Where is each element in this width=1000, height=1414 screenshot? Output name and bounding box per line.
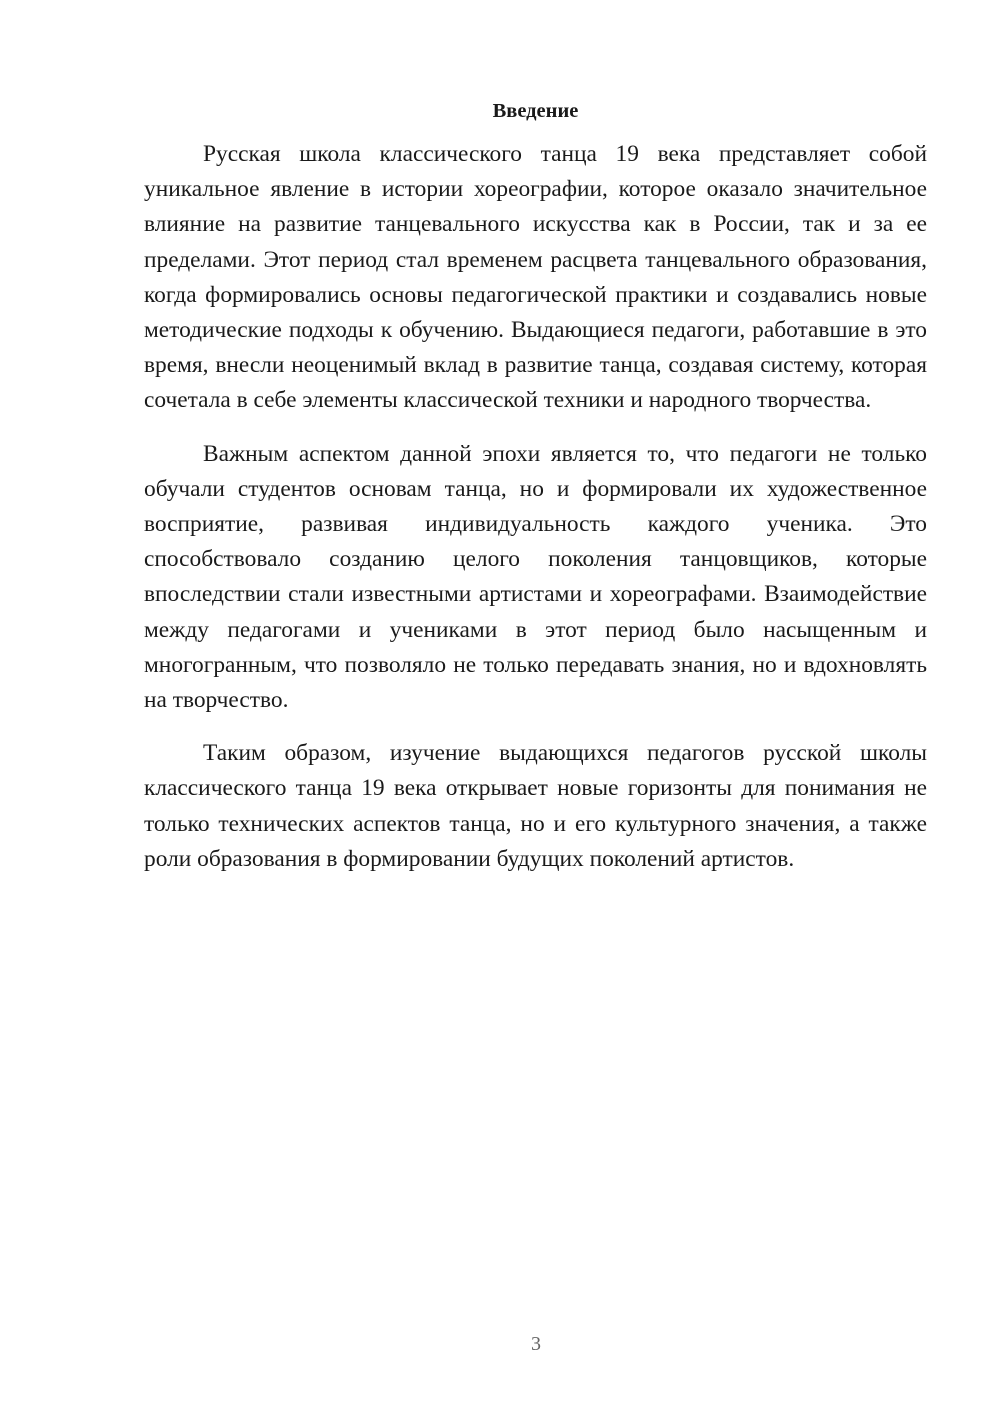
paragraph-3: Таким образом, изучение выдающихся педагогов русской школы классического танца 19 века открывает новые горизонты для понимания не только технических аспектов танца, но и его культурного значения, а также роли образования в формировании будущих поколений артистов. [144, 740, 927, 872]
paragraph-2: Важным аспектом данной эпохи является то, что педагоги не только обучали студентов основам танца, но и формировали их художественное восприятие, развивая индивидуальность каждого ученика. Это способствовало созданию целого поколения танцовщиков, которые впоследствии стали известными артистами и хореографами. Взаимодействие между педагогами и учениками в этот период было насыщенным и многогранным, что позволяло не только передавать знания, но и вдохновлять на творчество. [144, 440, 927, 714]
section-title: Введение [492, 100, 579, 122]
page-number: 3 [531, 1333, 541, 1355]
paragraph-1: Русская школа классического танца 19 века представляет собой уникальное явление в истории хореографии, которое оказало значительное влияние на развитие танцевального искусства как в России, так и за ее пределами. Этот период стал временем расцвета танцевального образования, когда формировались основы педагогической практики и создавались новые методические подходы к обучению. Выдающиеся педагоги, работавшие в это время, внесли неоценимый вклад в развитие танца, создавая систему, которая сочетала в себе элементы классической техники и народного творчества. [144, 141, 927, 414]
page-content [144, 95, 927, 895]
